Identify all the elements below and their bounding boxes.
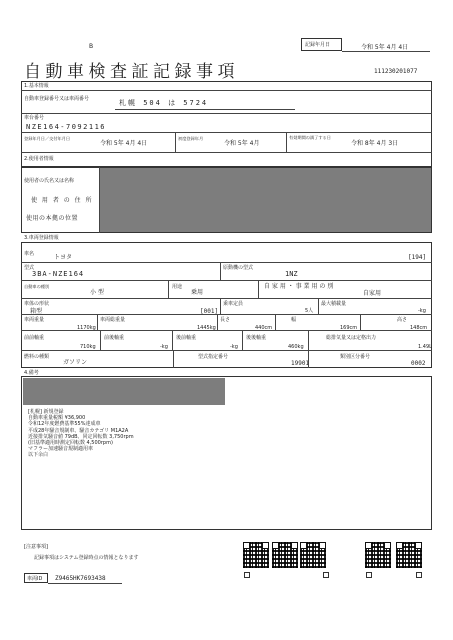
max-load: -kg [418,308,426,314]
divider [21,152,432,153]
reg-number-label: 自動車登録番号又は車両番号 [24,96,90,102]
width: 169cm [340,325,358,331]
record-date-underline [342,51,430,52]
divider [318,298,319,314]
page-title: 自動車検査証記録事項 [24,62,239,82]
qr-code-1 [243,542,269,568]
category-number: 0002 [411,360,426,367]
weight-label: 車両重量 [24,317,45,323]
divider [258,280,259,298]
gross-weight-label: 車両総重量 [100,317,126,323]
divider [168,280,169,298]
displacement-label: 総排気量又は定格出力 [326,335,377,341]
first-reg-date: 令和 5年 4月 4日 [100,140,148,147]
divider [308,350,309,368]
section1-heading: 1.基本情報 [24,83,49,89]
front-front-axle: 710kg [80,344,96,350]
remark-line: マフラー加速騒音規制適用車 [28,446,94,453]
user-name-label: 使用者の氏名又は名称 [24,178,75,184]
chassis-number: NZE164-7092116 [26,123,107,131]
business: 自家用 [363,290,382,297]
remarks-list [28,409,134,459]
front-rear-axle: -kg [160,344,168,350]
divider [21,330,432,331]
remark-line: [札幌] 新規登録 [28,409,64,415]
rear-front-axle-label: 後前軸重 [176,335,197,341]
qr-marker [416,572,422,578]
approval-number: 19901 [291,360,310,367]
divider [97,314,98,330]
displacement: 1.49L [418,344,432,350]
divider [21,262,432,263]
business-label: 自 家 用 ・ 事 業 用 の 別 [264,283,334,290]
notice-text: 記録事項はシステム登録時点の情報となります [34,555,139,561]
divider [308,330,309,350]
divider [360,314,361,330]
divider [100,330,101,350]
vehicle-id-label: 車両ID [27,575,43,582]
model: 3BA-NZE164 [32,270,85,278]
maker-label: 車名 [24,251,35,257]
remark-line: 近接排気騒音値 79dB、同定回転数 3,750rpm [28,433,134,440]
qr-marker [366,572,372,578]
divider [175,132,176,152]
fuel: ガソリン [63,359,88,366]
height-label: 高さ [397,317,408,323]
approval-label: 型式指定番号 [198,354,229,360]
maker-code: [194] [408,254,427,261]
divider [220,298,221,314]
divider [220,262,221,280]
expiry-date: 令和 8年 4月 3日 [351,140,399,147]
user-address-label: 使 用 者 の 住 所 [31,197,94,204]
qr-code-5 [396,542,422,568]
divider [21,90,432,91]
header-mark: B [89,43,94,50]
divider [275,314,276,330]
front-rear-axle-label: 前後軸重 [104,335,125,341]
divider [172,330,173,350]
qr-code-3 [300,542,326,568]
remark-line: 令和12年度燃費基準55%達成車 [28,421,101,428]
first-year-label: 初度登録年月 [178,136,204,141]
qr-code-2 [272,542,298,568]
capacity: 5人 [305,308,314,314]
reg-number: 札幌 504 は 5724 [119,99,209,107]
qr-marker [323,572,329,578]
qr-code-4 [365,542,391,568]
redacted-remarks [23,378,225,405]
engine-label: 原動機の型式 [223,265,254,271]
length: 440cm [255,325,273,331]
divider [48,583,122,584]
divider [173,350,174,368]
remark-line: 以下余白 [28,452,49,459]
chassis-label: 車台番号 [24,115,45,121]
maker: トヨタ [54,254,73,261]
first-reg-label: 登録年月日／交付年月日 [24,136,71,141]
category-label: 類別区分番号 [340,354,371,360]
kind: 小 型 [90,289,104,296]
weight: 1170kg [77,325,96,331]
gross-weight: 1445kg [197,325,216,331]
divider [21,314,432,315]
divider [21,298,432,299]
use-label: 用途 [172,284,183,290]
use: 乗用 [191,289,204,296]
remark-line: 自動車重量税額 ¥36,900 [28,415,86,422]
max-load-label: 最大積載量 [321,301,347,307]
base-location-label: 使用の本拠の位置 [26,215,79,222]
rear-rear-axle: 460kg [288,344,304,350]
notice-label: [注意事項] [24,544,48,550]
divider [21,280,432,281]
record-date: 令和 5年 4月 4日 [361,44,409,51]
model-label: 型式 [24,265,35,271]
redacted-user-info [100,168,431,232]
first-year: 令和 5年 4月 [224,140,260,147]
rear-rear-axle-label: 後後軸重 [246,335,267,341]
divider [21,132,432,133]
shape: 箱型 [30,308,43,315]
length-label: 長さ [220,317,231,323]
divider [217,314,218,330]
vehicle-id-label-box [24,573,48,583]
remark-line: (旧基準適用時測定回転数 4,500rpm) [28,440,113,447]
rear-front-axle: -kg [230,344,238,350]
shape-code: [001] [200,308,219,315]
section4-heading: 4.備考 [24,370,39,376]
capacity-label: 乗車定員 [223,301,244,307]
qr-marker [244,572,250,578]
expiry-label: 有効期間の満了する日 [289,135,331,140]
height: 148cm [410,325,428,331]
shape-label: 車体の形状 [24,301,50,307]
engine: 1NZ [285,270,298,278]
divider [242,330,243,350]
divider [21,113,432,114]
fuel-label: 燃料の種類 [24,354,50,360]
divider [21,350,432,351]
vehicle-id: Z9465HK7693438 [55,575,106,582]
section3-heading: 3.車両登録情報 [24,235,59,241]
document-number: 111230201077 [374,68,418,75]
divider [115,109,295,110]
remark-line: 平成28年騒音規制車、騒音カテゴリ M1A2A [28,427,129,434]
record-date-label-box [301,38,342,51]
kind-label: 自動車の種別 [24,284,50,289]
section2-heading: 2.使用者情報 [24,156,54,162]
width-label: 幅 [291,317,297,323]
front-front-axle-label: 前前軸重 [24,335,45,341]
record-date-label: 記録年月日 [305,42,331,48]
divider [286,132,287,152]
